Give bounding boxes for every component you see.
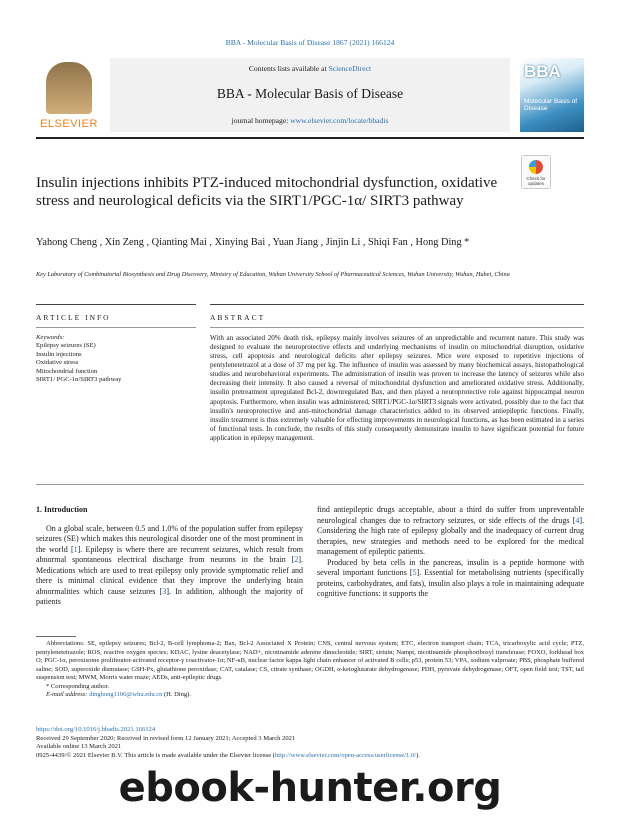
corresponding-author: * Corresponding author. [46,682,110,690]
check-for-updates-button[interactable] [521,155,551,189]
text-run: ]. Considering the high rate of epilepsy globally and the inadequacy of current drug therapies, new strategies and methods need to be explored for the medical management of epileptic patients. [317,515,584,557]
affiliation: Key Laboratory of Combinatorial Biosynthesis and Drug Discovery, Ministry of Education, Wuhan University School of Pharmaceutical Sciences, Wuhan University, Wuhan, Hubei, China [36,271,510,278]
license-end: ). [416,751,420,759]
article-info-divider [36,304,196,305]
text-run: ]. In addition, although the majority of patients [36,586,303,607]
publisher-name: ELSEVIER [40,118,98,130]
section-heading: 1. Introduction [36,505,88,514]
homepage-line [110,116,510,125]
abstract-heading: ABSTRACT [210,313,266,322]
article-title: Insulin injections inhibits PTZ-induced mitochondrial dysfunction, oxidative stress and neurological deficits via the SIRT1/PGC-1α/ SIRT3 pathway [36,175,498,209]
email-label: E-mail address: [46,691,90,699]
contents-line [110,64,510,73]
abstract-body: With an associated 20% death risk, epilepsy mainly involves seizures of an unpredictable and recurrent nature. This study was designed to evaluate the neuroprotective effects and underlying mechanisms of insulin on mitochondrial disruption, oxidative stress, cell apoptosis and neurological deficits after epilepsy seizures. Mice were exposed to repetitive injections of pentylenetetrazol at a dose of 37 mg per kg. The influence of insulin was assessed by many biochemical assays, histopathological studies and neurobehavioral experiments. The administration of insulin was proven to increase the latency of seizures while also decreasing their intensity. It also caused a reversal of mitochondrial dysfunction and ameliorated oxidative stress. Additionally, insulin pretreatment upregulated Bcl-2, downregulated Bax, and then played a neuroprotective role against hippocampal neuron apoptosis. Furthermore, when insulin was administered, SIRT1/PGC-1α/SIRT3 signals were activated, possibly due to the fact that insulin's neuroprotective and anti-mitochondrial damage characteristics added to its observed antiepileptic functions. Finally, insulin treatment is thus extremely valuable for effecting improvements in neurological functions, as has been estimated in a series of functional tests. In conclude, the results of this study consequently demonstrate insulin to have significant potential for future application in epilepsy management. [210,334,584,442]
keyword-item: Mitochondrial function [36,367,98,375]
journal-info-box [110,58,510,132]
author-list: Yahong Cheng , Xin Zeng , Qianting Mai , Xinying Bai , Yuan Jiang , Jinjin Li , Shiqi Fan , Hong Ding * [36,237,470,248]
keywords-list [36,342,121,385]
text-run: ]. Essential for metabolising nutrients (specifically proteins, carbohydrates, and fats), insulin also plays a role in maintaining adequate cognitive functions: it supports the [317,568,584,599]
license-link[interactable]: http://www.elsevier.com/open-access/userlicense/1.0/ [274,751,417,759]
email-line [36,691,584,700]
check-updates-label: Check for updates [526,176,546,186]
publication-info [36,726,584,760]
abstract-subdivider [210,327,584,328]
citation-link[interactable]: 1 [73,544,78,554]
tree-icon [46,62,92,114]
keyword-item: Oxidative stress [36,359,79,367]
keyword-item: SIRT1/ PGC-1α/SIRT3 pathway [36,376,122,384]
citation-link[interactable]: 2 [294,555,299,565]
check-updates-icon [529,160,543,174]
homepage-prefix: journal homepage: [231,116,291,125]
article-info-heading: ARTICLE INFO [36,313,111,322]
citation-link[interactable]: 4 [575,515,580,525]
article-info-subdivider [36,327,196,328]
email-suffix: (H. Ding). [162,691,191,699]
cover-subtitle: Molecular Basis of Disease [524,98,578,112]
watermark: ebook-hunter.org [118,765,502,811]
sciencedirect-link[interactable]: ScienceDirect [328,64,372,73]
intro-paragraph [317,505,584,558]
text-run: ]. Epilepsy is where there are recurrent seizures, which result from abnormal spontaneous electrical discharge from neurons in the brain [ [36,544,303,565]
masthead [36,58,584,132]
citation-link[interactable]: 5 [412,568,417,578]
text-run: ]. Medications which are used to treat epilepsy only provide symptomatic relief and there is minimal clinical evidence that they improve the underlying brain abnormalities which cause seizures [ [36,555,303,596]
text-run: Produced by beta cells in the pancreas, insulin is a peptide hormone with several important functions [ [317,557,584,578]
footnotes [36,640,584,700]
license-text: 0925-4439/© 2021 Elsevier B.V. This article is made available under the Elsevier license ( [36,751,275,759]
cover-title: BBA [524,62,561,81]
intro-paragraph [36,524,303,608]
header-divider [36,137,584,139]
right-column [317,505,584,600]
citation-link[interactable]: 3 [162,586,167,596]
keyword-item: Insulin injections [36,350,82,358]
publisher-logo [36,62,102,132]
doi-link[interactable]: https://doi.org/10.1016/j.bbadis.2021.166124 [36,726,156,733]
text-run: On a global scale, between 0.5 and 1.0% of the population suffer from epilepsy seizures (SE) which makes this neurological disorder one of the most prominent in the world [ [36,523,303,554]
online-date: Available online 13 March 2021 [36,743,122,751]
left-column [36,505,303,608]
abbreviations: Abbreviations: SE, epilepsy seizures; Bcl-2, B-cell lymphoma-2; Bax, Bcl-2 Associated X Protein; CNS, central nervous system; ETC, electron transport chain; TCA, tricarboxylic acid cycle; PTZ, pentylenetetrazole; ROS, reactive oxygen species; KDAC, lysine deacetylase; NAD+, nicotinamide adenine dinucleotide; SIRT, sirtuin; Nampt, nicotinamide phosphoribosyl transferase; FOXO, forkhead box O; PGC-1α, peroxisome proliferator-activated receptor-γ coactivator-1α; NF-κB, nuclear factor kappa light chain enhancer of activated B cells; p53, protein 53; VPA, sodium valproate; PBS, phosphate buffered saline; SOD, superoxide dismutase; GSH-Px, glutathione peroxidase; CAT, catalase; CS, citrate synthase; OGDH, α-ketoglutarate dehydrogenase; PDH, pyruvate dehydrogenase; OFT, open field test; TST, tail suspension test; MWM, Morris water maze; AEDs, anti-epileptic drugs. [36,640,584,682]
homepage-link[interactable]: www.elsevier.com/locate/bbadis [290,116,389,125]
journal-cover [520,58,584,132]
keywords-label: Keywords: [36,334,65,341]
footnote-divider [36,636,76,637]
intro-paragraph [317,558,584,600]
email-link[interactable]: dinghong1106@whu.edu.cn [89,691,163,699]
text-run: find antiepileptic drugs acceptable, about a third do suffer from unpreventable neurological changes due to refractory seizures, or side effects of the drugs [ [317,505,584,525]
journal-title: BBA - Molecular Basis of Disease [216,86,404,101]
journal-reference[interactable]: BBA - Molecular Basis of Disease 1867 (2021) 166124 [225,38,395,47]
abstract-end-divider [36,484,584,485]
received-dates: Received 29 September 2020; Received in revised form 12 January 2021; Accepted 3 March 2021 [36,734,296,742]
abstract-divider [210,304,584,305]
license-line [36,752,584,761]
keyword-item: Epilepsy seizures (SE) [36,342,96,349]
contents-prefix: Contents lists available at [248,64,329,73]
